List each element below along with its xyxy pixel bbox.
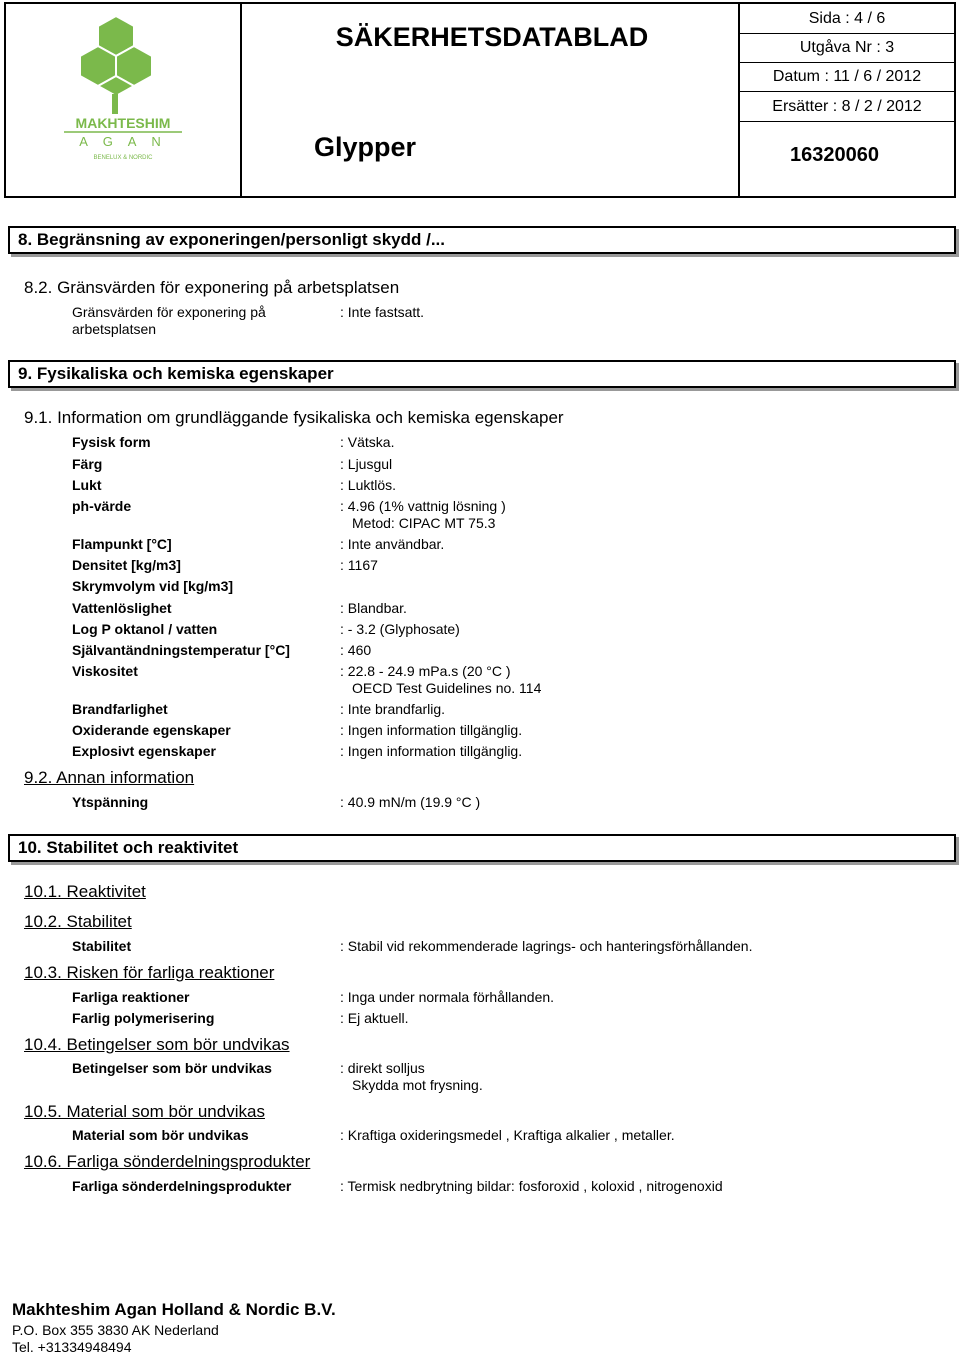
prop-label-flammability: Brandfarlighet — [72, 701, 168, 717]
document-title: SÄKERHETSDATABLAD — [335, 22, 649, 52]
version-number: Utgåva Nr : 3 — [740, 34, 954, 63]
prop-label-oxidizing: Oxiderande egenskaper — [72, 722, 231, 738]
decomposition-value: : Termisk nedbrytning bildar: fosforoxid , koloxid , nitrogenoxid — [340, 1178, 723, 1194]
prop-value-physical-form: : Vätska. — [340, 434, 395, 450]
section-9-heading: 9. Fysikaliska och kemiska egenskaper — [8, 360, 956, 388]
prop-label-solubility: Vattenlöslighet — [72, 600, 172, 616]
prop-value-autoignition: : 460 — [340, 642, 372, 658]
subsection-10-6: 10.6. Farliga sönderdelningsprodukter — [24, 1152, 311, 1171]
prop-value-oxidizing: : Ingen information tillgänglig. — [340, 722, 523, 738]
subsection-10-3: 10.3. Risken för farliga reaktioner — [24, 963, 275, 982]
logo-text-1: MAKHTESHIM — [75, 115, 171, 131]
materials-value: : Kraftiga oxideringsmedel , Kraftiga alkalier , metaller. — [340, 1127, 675, 1143]
materials-label: Material som bör undvikas — [72, 1127, 249, 1143]
prop-label-autoignition: Självantändningstemperatur [°C] — [72, 642, 290, 658]
footer-address: P.O. Box 355 3830 AK Nederland — [12, 1322, 219, 1338]
subsection-8-2: 8.2. Gränsvärden för exponering på arbetsplatsen — [24, 278, 400, 297]
prop-label-surface-tension: Ytspänning — [72, 794, 149, 810]
exposure-label-line1: Gränsvärden för exponering på — [72, 304, 266, 320]
page-number: Sida : 4 / 6 — [740, 4, 954, 34]
prop-value-flashpoint: : Inte användbar. — [340, 536, 445, 552]
prop-label-color: Färg — [72, 456, 103, 472]
meta-box — [738, 2, 956, 198]
prop-value-ph-method: Metod: CIPAC MT 75.3 — [352, 515, 496, 531]
logo-box — [4, 2, 242, 198]
prop-label-physical-form: Fysisk form — [72, 434, 151, 450]
decomposition-label: Farliga sönderdelningsprodukter — [72, 1178, 292, 1194]
polymerisation-value: : Ej aktuell. — [340, 1010, 409, 1026]
subsection-10-5: 10.5. Material som bör undvikas — [24, 1102, 265, 1121]
prop-label-odor: Lukt — [72, 477, 102, 493]
exposure-label-line2: arbetsplatsen — [72, 321, 157, 337]
product-name: Glypper — [314, 132, 417, 162]
prop-label-logp: Log P oktanol / vatten — [72, 621, 218, 637]
stability-label: Stabilitet — [72, 938, 132, 954]
subsection-9-2: 9.2. Annan information — [24, 768, 195, 787]
prop-value-ph: : 4.96 (1% vattnig lösning ) — [340, 498, 506, 514]
polymerisation-label: Farlig polymerisering — [72, 1010, 215, 1026]
prop-value-odor: : Luktlös. — [340, 477, 397, 493]
conditions-label: Betingelser som bör undvikas — [72, 1060, 272, 1076]
conditions-value: : direkt solljus — [340, 1060, 425, 1076]
prop-label-bulk-volume: Skrymvolym vid [kg/m3] — [72, 578, 234, 594]
subsection-10-1: 10.1. Reaktivitet — [24, 882, 146, 901]
company-logo — [6, 4, 240, 196]
prop-label-density: Densitet [kg/m3] — [72, 557, 181, 573]
footer-phone: Tel. +31334948494 — [12, 1339, 132, 1355]
stability-value: : Stabil vid rekommenderade lagrings- och hanteringsförhållanden. — [340, 938, 753, 954]
prop-label-flashpoint: Flampunkt [°C] — [72, 536, 172, 552]
exposure-value: : Inte fastsatt. — [340, 304, 425, 320]
subsection-9-1: 9.1. Information om grundläggande fysikaliska och kemiska egenskaper — [24, 408, 564, 427]
footer-company: Makhteshim Agan Holland & Nordic B.V. — [12, 1300, 336, 1319]
prop-value-density: : 1167 — [340, 557, 378, 573]
product-number: 16320060 — [790, 144, 879, 166]
prop-value-surface-tension: : 40.9 mN/m (19.9 °C ) — [340, 794, 481, 810]
issue-date: Datum : 11 / 6 / 2012 — [740, 63, 954, 92]
conditions-value-2: Skydda mot frysning. — [352, 1077, 483, 1093]
replaces-date: Ersätter : 8 / 2 / 2012 — [740, 92, 954, 122]
prop-value-solubility: : Blandbar. — [340, 600, 407, 616]
prop-value-flammability: : Inte brandfarlig. — [340, 701, 446, 717]
section-10-heading: 10. Stabilitet och reaktivitet — [8, 834, 956, 862]
prop-label-explosive: Explosivt egenskaper — [72, 743, 216, 759]
prop-value-explosive: : Ingen information tillgänglig. — [340, 743, 523, 759]
subsection-10-4: 10.4. Betingelser som bör undvikas — [24, 1035, 290, 1054]
section-8-heading: 8. Begränsning av exponeringen/personligt skydd /... — [8, 226, 956, 254]
prop-label-ph: ph-värde — [72, 498, 132, 514]
prop-value-viscosity-method: OECD Test Guidelines no. 114 — [352, 680, 542, 696]
prop-value-color: : Ljusgul — [340, 456, 393, 472]
logo-text-3: BENELUX & NORDIC — [93, 155, 153, 161]
prop-value-viscosity: : 22.8 - 24.9 mPa.s (20 °C ) — [340, 663, 511, 679]
prop-value-logp: : - 3.2 (Glyphosate) — [340, 621, 460, 637]
subsection-10-2: 10.2. Stabilitet — [24, 912, 132, 931]
prop-label-viscosity: Viskositet — [72, 663, 138, 679]
hazardous-reactions-label: Farliga reaktioner — [72, 989, 190, 1005]
hazardous-reactions-value: : Inga under normala förhållanden. — [340, 989, 555, 1005]
title-box — [240, 2, 740, 198]
logo-text-2: A G A N — [79, 134, 167, 149]
